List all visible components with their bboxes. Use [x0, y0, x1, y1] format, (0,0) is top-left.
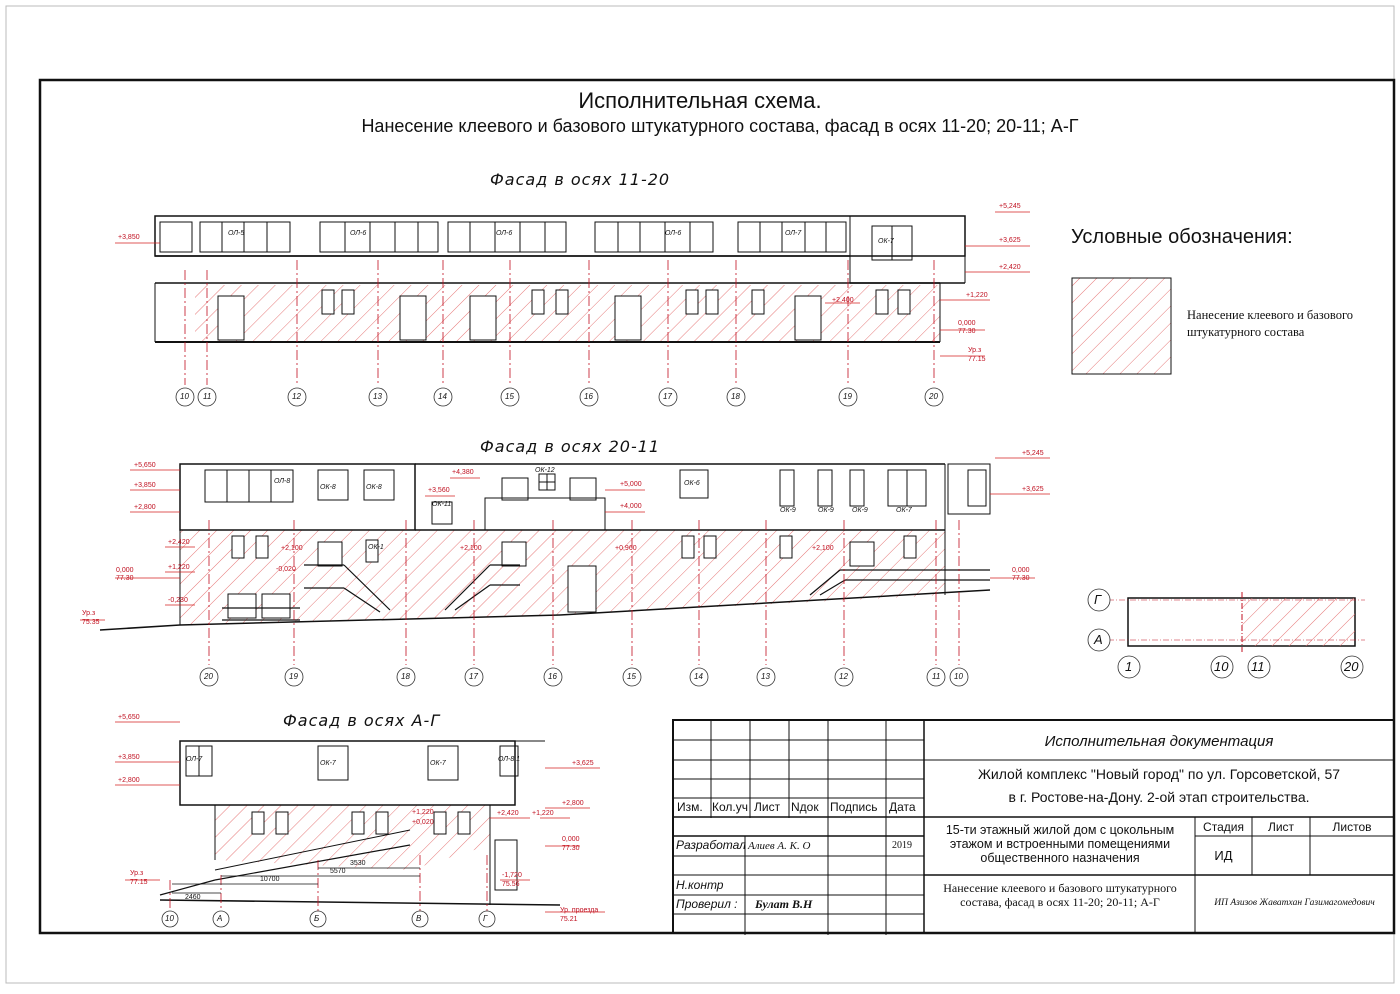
checked-name: Булат В.Н: [755, 897, 813, 911]
level-mark: +3,850: [118, 754, 140, 761]
keyplan-axis-label: 11: [1251, 659, 1265, 674]
window-label: ОК-7: [878, 238, 894, 245]
axis-label: 10: [954, 672, 963, 681]
axis-label: 17: [469, 672, 478, 681]
axis-label: 16: [584, 392, 593, 401]
developed-name: Алиев А. К. О: [748, 840, 811, 852]
axis-label: 13: [761, 672, 770, 681]
col-header: Кол.уч: [712, 800, 748, 814]
level-mark: 75.21: [560, 916, 578, 923]
axis-label: 12: [292, 392, 301, 401]
window-label: ОК-8: [320, 484, 336, 491]
legend-hatch-swatch: [1072, 278, 1171, 374]
stage-value: ИД: [1214, 848, 1233, 863]
axis-label: 18: [401, 672, 410, 681]
level-mark: +2,400: [832, 297, 854, 304]
col-header: Дата: [889, 800, 916, 814]
level-mark: 77.30: [116, 575, 134, 582]
level-mark: 77.15: [968, 356, 986, 363]
legend-item-label: Нанесение клеевого и базового штукатурного состава: [1187, 308, 1354, 339]
window-label: ОЛ-7: [186, 756, 203, 763]
drawing-title: Исполнительная схема.: [578, 88, 822, 113]
level-mark: Ур.з: [130, 870, 144, 877]
level-mark: Ур.з: [968, 347, 982, 354]
stamp-doc-type: Исполнительная документация: [1044, 733, 1274, 750]
axis-label: Б: [314, 914, 320, 923]
level-mark: 77.30: [958, 328, 976, 335]
window-label: ОК-6: [684, 480, 700, 487]
level-mark: +5,650: [134, 462, 156, 469]
window-label: ОК-7: [430, 760, 446, 767]
level-mark: +2,420: [497, 810, 519, 817]
window-label: ОК-9: [780, 507, 796, 514]
level-mark: +4,380: [452, 469, 474, 476]
level-mark: 0,000: [562, 836, 580, 843]
axis-label: 20: [204, 672, 213, 681]
facade3-title: Фасад в осях А-Г: [283, 711, 441, 730]
level-mark: +2,800: [562, 800, 584, 807]
level-mark: +1,220: [532, 810, 554, 817]
level-mark: Ур. проезда: [560, 907, 599, 914]
window-label: ОЛ-6: [496, 230, 513, 237]
axis-label: 13: [373, 392, 382, 401]
level-mark: +2,100: [281, 545, 303, 552]
window-label: ОЛ-8: [274, 478, 291, 485]
window-label: ОК-11: [432, 501, 452, 508]
level-mark: +3,850: [118, 234, 140, 241]
ncontrol-label: Н.контр: [676, 878, 724, 892]
sheet-label: Лист: [1267, 820, 1295, 834]
stamp-company: ИП Азизов Жаватхан Газимагомедович: [1214, 898, 1375, 908]
level-mark: 77.30: [1012, 575, 1030, 582]
level-mark: +2,100: [460, 545, 482, 552]
keyplan-axis-label: 1: [1125, 659, 1133, 674]
facade2-title: Фасад в осях 20-11: [480, 437, 661, 456]
window-label: ОК-1: [368, 544, 384, 551]
axis-label: 10: [165, 914, 174, 923]
window-label: ОК-9: [818, 507, 834, 514]
level-mark: +1,220: [966, 292, 988, 299]
level-mark: -0,020: [276, 566, 296, 573]
dimension: 5570: [330, 868, 346, 875]
level-mark: 77.15: [130, 879, 148, 886]
keyplan-axis-label: 20: [1344, 659, 1359, 674]
stamp-drawing-name: Нанесение клеевого и базового штукатурного состава, фасад в осях 11-20; 20-11; А-Г: [943, 881, 1177, 909]
col-header: Лист: [754, 800, 781, 814]
window-label: ОК-12: [535, 467, 555, 474]
level-mark: 0,000: [958, 320, 976, 327]
level-mark: +5,245: [999, 203, 1021, 210]
axis-label: 14: [694, 672, 703, 681]
level-mark: +2,420: [168, 539, 190, 546]
axis-label: 14: [438, 392, 447, 401]
level-mark: +1,220: [412, 809, 434, 816]
axis-label: В: [416, 914, 422, 923]
keyplan-axis-label: 10: [1214, 659, 1229, 674]
window-label: ОЛ-5: [228, 230, 245, 237]
dimension: 3530: [350, 860, 366, 867]
level-mark: +1,220: [168, 564, 190, 571]
axis-label: 12: [839, 672, 848, 681]
col-header: Nдок: [791, 800, 819, 814]
axis-label: А: [217, 914, 223, 923]
level-mark: -0,230: [168, 597, 188, 604]
col-header: Подпись: [830, 800, 878, 814]
level-mark: -1,720: [502, 872, 522, 879]
level-mark: 0,000: [1012, 567, 1030, 574]
level-mark: +3,850: [134, 482, 156, 489]
level-mark: +0,020: [412, 819, 434, 826]
dimension: 2460: [185, 894, 201, 901]
axis-label: 19: [843, 392, 852, 401]
window-label: ОЛ-7: [785, 230, 802, 237]
axis-label: 18: [731, 392, 740, 401]
axis-label: Г: [483, 914, 488, 923]
window-label: ОК-9: [852, 507, 868, 514]
level-mark: 0,000: [116, 567, 134, 574]
level-mark: 75.56: [502, 881, 520, 888]
col-header: Изм.: [677, 800, 703, 814]
level-mark: +0,960: [615, 545, 637, 552]
keyplan-axis-label: Г: [1094, 592, 1102, 607]
axis-label: 17: [663, 392, 672, 401]
level-mark: +3,625: [572, 760, 594, 767]
dimension: 10700: [260, 876, 280, 883]
level-mark: +3,625: [1022, 486, 1044, 493]
axis-label: 19: [289, 672, 298, 681]
window-label: ОК-8: [366, 484, 382, 491]
axis-label: 16: [548, 672, 557, 681]
level-mark: Ур.з: [82, 610, 96, 617]
window-label: ОЛ-6: [350, 230, 367, 237]
axis-label: 20: [929, 392, 938, 401]
window-label: ОЛ-8.1: [498, 756, 521, 763]
keyplan-axis-label: А: [1094, 632, 1103, 647]
level-mark: +2,100: [812, 545, 834, 552]
stage-label: Стадия: [1203, 820, 1244, 834]
level-mark: +2,800: [118, 777, 140, 784]
axis-label: 10: [180, 392, 189, 401]
checked-label: Проверил :: [676, 897, 738, 911]
facade-20-11: [80, 458, 1050, 686]
window-label: ОЛ-6: [665, 230, 682, 237]
level-mark: +2,800: [134, 504, 156, 511]
drawing-subtitle: Нанесение клеевого и базового штукатурного состава, фасад в осях 11-20; 20-11; А-Г: [361, 116, 1079, 136]
level-mark: +5,000: [620, 481, 642, 488]
level-mark: +5,650: [118, 714, 140, 721]
axis-label: 15: [627, 672, 636, 681]
stamp-building: 15-ти этажный жилой дом с цокольным этажом и встроенными помещениями общественного назначения: [945, 823, 1175, 865]
developed-label: Разработал: [676, 838, 746, 852]
developed-year: 2019: [892, 840, 912, 851]
level-mark: 77.30: [562, 845, 580, 852]
level-mark: +3,625: [999, 237, 1021, 244]
level-mark: +4,000: [620, 503, 642, 510]
level-mark: +3,560: [428, 487, 450, 494]
window-label: ОК-7: [896, 507, 912, 514]
axis-label: 11: [203, 392, 212, 401]
facade1-title: Фасад в осях 11-20: [490, 170, 671, 189]
axis-label: 11: [932, 672, 941, 681]
sheets-label: Листов: [1332, 820, 1372, 834]
level-mark: +2,420: [999, 264, 1021, 271]
level-mark: 75.35: [82, 619, 100, 626]
stamp-project-line2: в г. Ростове-на-Дону. 2-ой этап строительства.: [1008, 789, 1310, 805]
window-label: ОК-7: [320, 760, 336, 767]
level-mark: +5,245: [1022, 450, 1044, 457]
axis-label: 15: [505, 392, 514, 401]
legend-heading: Условные обозначения:: [1071, 226, 1293, 248]
stamp-project-line1: Жилой комплекс "Новый город" по ул. Горсоветской, 57: [977, 766, 1341, 782]
